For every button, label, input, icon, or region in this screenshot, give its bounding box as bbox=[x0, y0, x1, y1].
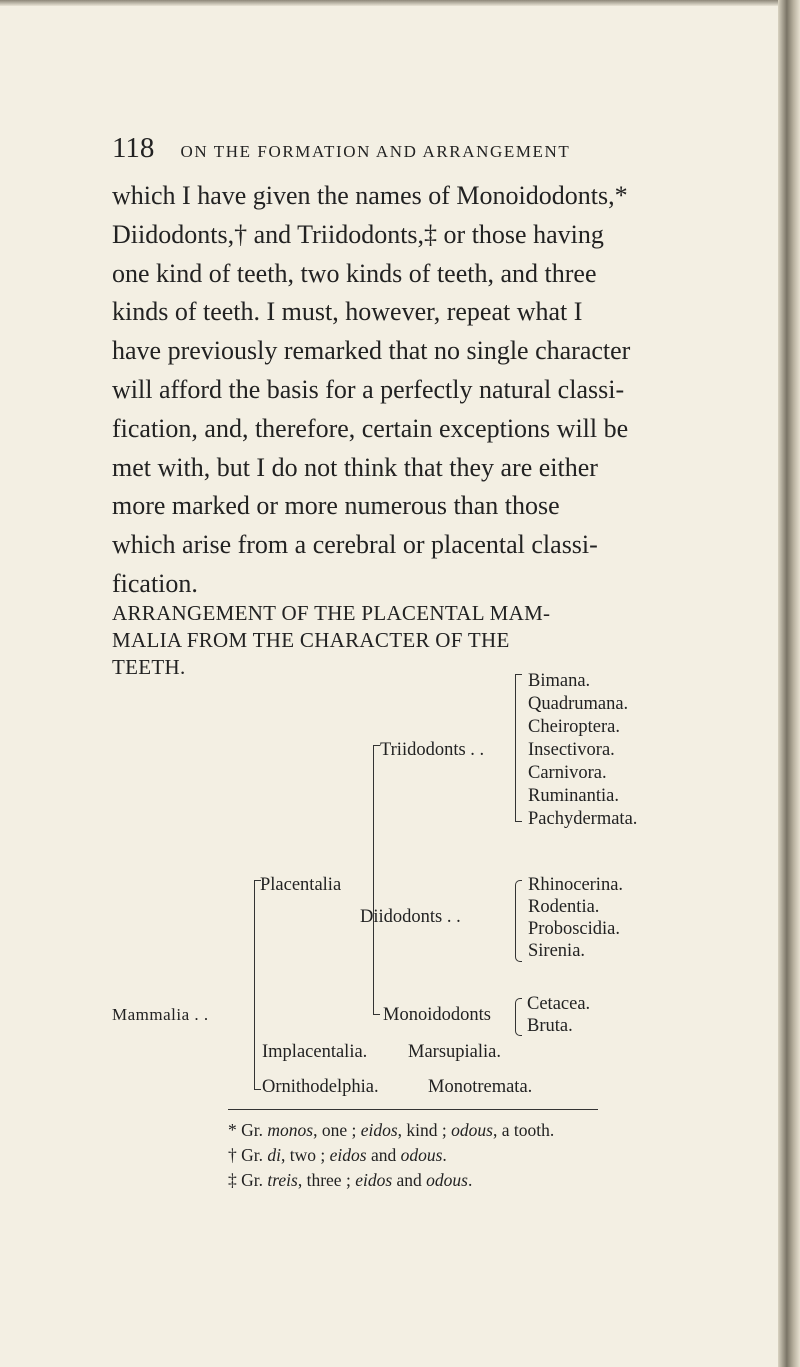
footnote bbox=[228, 1120, 554, 1141]
footnote-gloss: . bbox=[442, 1145, 447, 1165]
footnote-prefix: Gr. bbox=[241, 1145, 268, 1165]
footnote-prefix: Gr. bbox=[241, 1170, 268, 1190]
order-label: Bruta. bbox=[527, 1016, 573, 1036]
footnote-gloss: . bbox=[467, 1170, 473, 1190]
order-label: Cetacea. bbox=[527, 994, 591, 1014]
footnote bbox=[228, 1170, 472, 1191]
diidodonts-brace bbox=[515, 880, 522, 962]
order-label: Cheiroptera. bbox=[528, 717, 620, 737]
ornithodelphia-label: Ornithodelphia. bbox=[262, 1077, 379, 1097]
monotremata-label: Monotremata. bbox=[428, 1077, 533, 1097]
footnote-term: monos bbox=[267, 1120, 314, 1140]
order-label: Rhinocerina. bbox=[528, 875, 624, 895]
order-label: Bimana. bbox=[528, 671, 591, 691]
implacentalia-label: Implacentalia. bbox=[262, 1042, 368, 1062]
footnote bbox=[228, 1145, 447, 1166]
footnote-gloss: , three ; bbox=[297, 1170, 356, 1190]
footnote-term: treis bbox=[267, 1170, 298, 1190]
triidodonts-label: Triidodonts . . bbox=[380, 740, 485, 760]
footnote-term: eidos bbox=[360, 1120, 398, 1140]
monoidodonts-label: Monoidodonts bbox=[383, 1005, 491, 1025]
order-label: Carnivora. bbox=[528, 763, 607, 783]
placentalia-brace bbox=[373, 745, 380, 1015]
order-label: Rodentia. bbox=[528, 897, 600, 917]
page-top-edge bbox=[0, 0, 800, 6]
page-header bbox=[112, 132, 712, 165]
section-heading: ARRANGEMENT OF THE PLACENTAL MAM- MALIA FROM THE CHARACTER OF THE TEETH. bbox=[112, 601, 551, 679]
diidodonts-label: Diidodonts . . bbox=[360, 907, 461, 927]
footnote-term: eidos bbox=[355, 1170, 393, 1190]
footnote-gloss: , one ; bbox=[313, 1120, 361, 1140]
footnote-term: odous bbox=[426, 1170, 468, 1190]
book-spine-edge bbox=[778, 0, 800, 1367]
footnote-gloss: , two ; bbox=[281, 1145, 330, 1165]
mammalia-brace bbox=[254, 880, 261, 1090]
order-label: Ruminantia. bbox=[528, 786, 619, 806]
order-label: Insectivora. bbox=[528, 740, 615, 760]
footnote-term: odous bbox=[451, 1120, 493, 1140]
marsupialia-label: Marsupialia. bbox=[408, 1042, 501, 1062]
footnote-prefix: Gr. bbox=[241, 1120, 268, 1140]
running-head: ON THE FORMATION AND ARRANGEMENT bbox=[180, 142, 571, 161]
order-label: Sirenia. bbox=[528, 941, 586, 961]
footnote-rule bbox=[228, 1109, 598, 1110]
footnote-mark: † bbox=[228, 1145, 237, 1165]
footnote-gloss: and bbox=[392, 1170, 427, 1190]
triidodonts-brace bbox=[515, 674, 522, 822]
footnote-term: di bbox=[267, 1145, 281, 1165]
order-label: Proboscidia. bbox=[528, 919, 620, 939]
body-paragraph: which I have given the names of Monoidodonts,* Diidodonts,† and Triidodonts,‡ or those having one kind of teeth, two kinds of teeth, and three kinds of teeth. I must, however, repeat what I have previously remarked that no single character will afford the basis for a perfectly natural classi- fication, and, therefore, certain exceptions will be met with, but I do not think that they are either more marked or more numerous than those which arise from a cerebral or placental classi- fication. bbox=[112, 181, 631, 598]
page-number: 118 bbox=[112, 132, 155, 164]
monoidodonts-brace bbox=[515, 998, 522, 1036]
footnote-gloss: , a tooth. bbox=[492, 1120, 555, 1140]
order-label: Quadrumana. bbox=[528, 694, 629, 714]
order-label: Pachydermata. bbox=[528, 809, 638, 829]
mammalia-label: Mammalia . . bbox=[112, 1005, 209, 1024]
placentalia-label: Placentalia bbox=[260, 875, 342, 895]
footnote-term: eidos bbox=[329, 1145, 367, 1165]
footnote-mark: ‡ bbox=[228, 1170, 237, 1190]
footnote-gloss: and bbox=[366, 1145, 401, 1165]
footnote-mark: * bbox=[228, 1120, 237, 1140]
footnote-gloss: , kind ; bbox=[397, 1120, 452, 1140]
footnote-term: odous bbox=[400, 1145, 443, 1165]
